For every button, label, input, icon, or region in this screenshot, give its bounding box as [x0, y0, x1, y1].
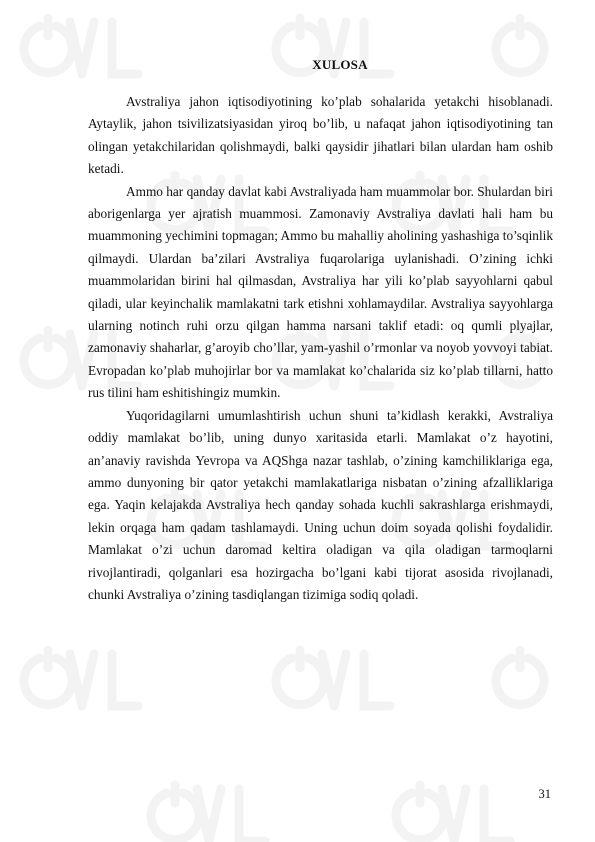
paragraph-3: Yuqoridagilarni umumlashtirish uchun shuni ta’kidlash kerakki, Avstraliya oddiy mamlakat bo’lib, uning dunyo xaritasida etarli. Mamlakat o’z hayotini, an’anaviy ravishda Yevropa va AQShga nazar tashlab, o’zining kamchiliklariga ega, ammo dunyoning bir qator yetakchi mamlakatlariga nisbatan o’zining afzalliklariga ega. Yaqin kelajakda Avstraliya hech qanday sohada kuchli sakrashlarga erishmaydi, lekin orqaga ham qadam tashlamaydi. Uning uchun doim soyada qolishi foydalidir. Mamlakat o’zi uchun daromad keltira oladigan va qila oladigan tarmoqlarni rivojlantiradi, qolganlari esa hozirgacha bo’lgani kabi tijorat asosida rivojlanadi, chunki Avstraliya o’zining tasdiqlangan tizimiga sodiq qoladi. [88, 407, 553, 602]
page-title: XULOSA [312, 57, 368, 72]
body-text [88, 91, 553, 606]
paragraph-1: Avstraliya jahon iqtisodiyotining ko’plab sohalarida yetakchi hisoblanadi. Aytaylik, jahon tsivilizatsiyasidan yiroq bo’lib, u nafaqat jahon iqtisodiyotining tan olingan yetakchilaridan qolishmaydi, balki qaysidir jihatlari bilan ulardan ham oshib ketadi. [88, 94, 553, 177]
paragraph-2: Ammo har qanday davlat kabi Avstraliyada ham muammolar bor. Shulardan biri aborigenlarga yer ajratish muammosi. Zamonaviy Avstraliya davlati hali ham bu muammoning yechimini topmagan; Ammo bu mahalliy aholining yashashiga to’sqinlik qilmaydi. Ulardan ba’zilari Avstraliya fuqarolariga uylanishadi. O’zining ichki muammolaridan birini hal qilmasdan, Avstraliya har yili ko’plab sayyohlarni qabul qiladi, ular keyinchalik mamlakatni tark etishni xohlamaydilar. Avstraliya sayyohlarga ularning notinch ruhi orzu qilgan hamma narsani taklif etadi: oq qumli plyajlar, zamonaviy shaharlar, g’aroyib cho’llar, yam-yashil o’rmonlar va noyob yovvoyi tabiat. Evropadan ko’plab muhojirlar bor va mamlakat ko’chalarida siz ko’plab tillarni, hatto rus tilini ham eshitishingiz mumkin. [88, 183, 553, 401]
page-number: 31 [538, 787, 551, 801]
